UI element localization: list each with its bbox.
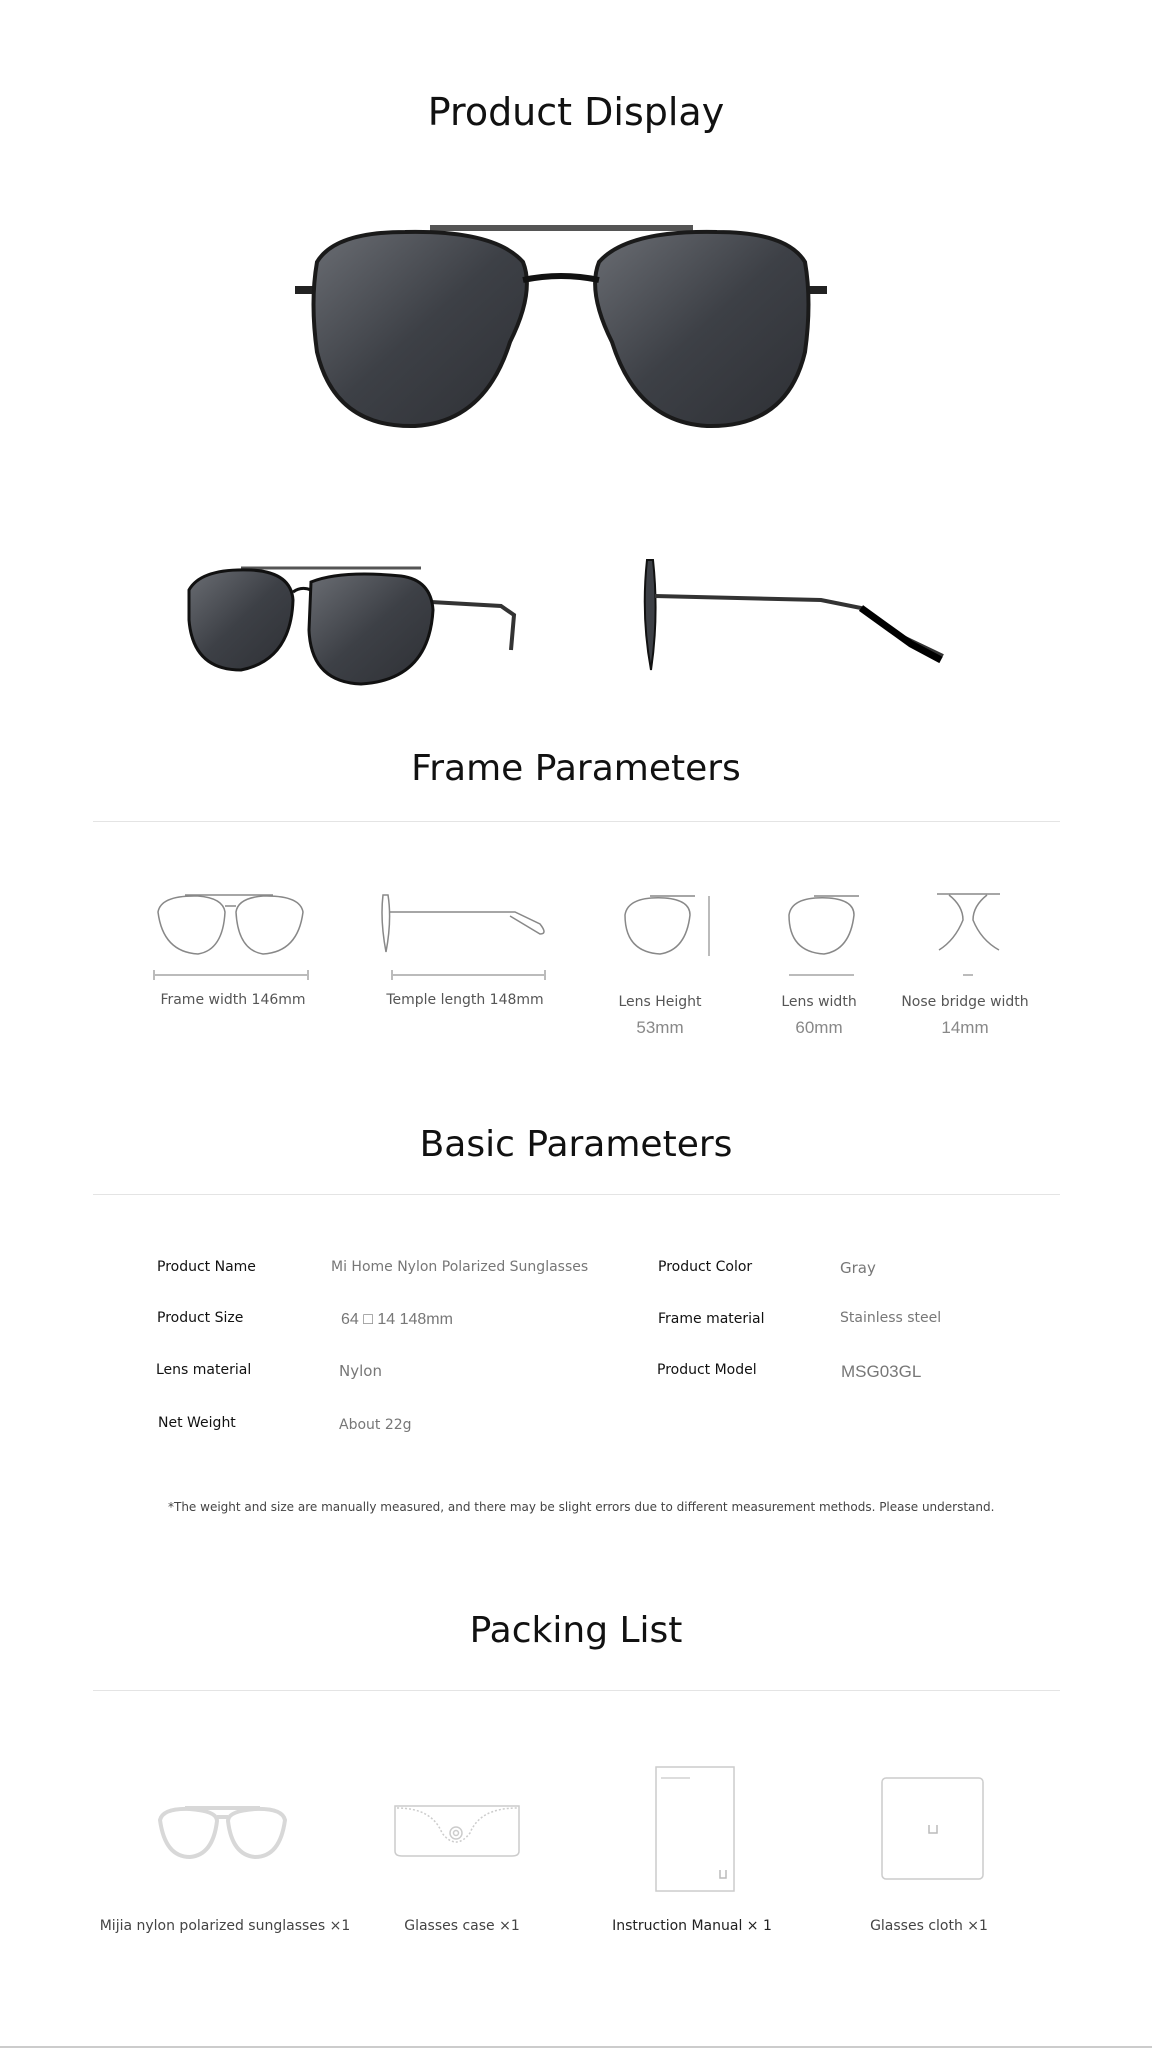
- glasses-case-icon: [392, 1803, 522, 1858]
- sunglasses-front-image: [295, 222, 827, 432]
- nose-bridge-value: 14mm: [941, 1018, 989, 1037]
- frame-parameters-title: Frame Parameters: [411, 748, 741, 789]
- param-value: Stainless steel: [840, 1310, 942, 1326]
- param-value: MSG03GL: [841, 1362, 922, 1381]
- frame-width-diagram: [153, 890, 313, 980]
- basic-parameters-title: Basic Parameters: [419, 1124, 733, 1165]
- glasses-cloth-icon: [881, 1777, 985, 1881]
- divider: [93, 1194, 1060, 1195]
- param-label: Product Name: [157, 1259, 256, 1275]
- divider: [93, 1690, 1060, 1691]
- instruction-manual-icon: [655, 1766, 735, 1893]
- param-label: Net Weight: [158, 1415, 236, 1431]
- divider: [93, 821, 1060, 822]
- packing-item-label: Glasses cloth ×1: [870, 1918, 988, 1934]
- param-value: Gray: [840, 1259, 876, 1277]
- packing-list-title: Packing List: [469, 1610, 683, 1651]
- packing-item-label: Instruction Manual × 1: [612, 1918, 772, 1934]
- param-label: Product Color: [658, 1259, 753, 1275]
- lens-height-value: 53mm: [636, 1018, 684, 1037]
- sunglasses-outline-icon: [155, 1805, 290, 1860]
- nose-bridge-label: Nose bridge width: [901, 994, 1029, 1010]
- param-value: Mi Home Nylon Polarized Sunglasses: [331, 1259, 589, 1275]
- temple-length-label: Temple length 148mm: [386, 992, 544, 1008]
- param-label: Product Size: [157, 1310, 244, 1326]
- sunglasses-angle-image: [181, 560, 517, 688]
- product-display-title: Product Display: [427, 90, 725, 134]
- param-value: About 22g: [339, 1417, 412, 1433]
- nose-bridge-diagram: [935, 890, 1005, 980]
- measurement-note: *The weight and size are manually measured, and there may be slight errors due to different measurement methods. Please understand.: [168, 1500, 995, 1514]
- lens-width-value: 60mm: [795, 1018, 843, 1037]
- lens-width-diagram: [784, 890, 864, 980]
- packing-item-label: Mijia nylon polarized sunglasses ×1: [99, 1918, 351, 1934]
- param-value: Nylon: [339, 1362, 382, 1380]
- param-label: Product Model: [657, 1362, 757, 1378]
- lens-height-diagram: [620, 890, 715, 980]
- sunglasses-side-image: [641, 556, 953, 676]
- temple-length-diagram: [380, 890, 560, 980]
- param-value: 64 □ 14 148mm: [341, 1311, 453, 1328]
- param-label: Lens material: [156, 1362, 252, 1378]
- lens-width-label: Lens width: [781, 994, 857, 1010]
- frame-width-label: Frame width 146mm: [160, 992, 306, 1008]
- lens-height-label: Lens Height: [618, 994, 702, 1010]
- param-label: Frame material: [658, 1311, 765, 1327]
- packing-item-label: Glasses case ×1: [404, 1918, 520, 1934]
